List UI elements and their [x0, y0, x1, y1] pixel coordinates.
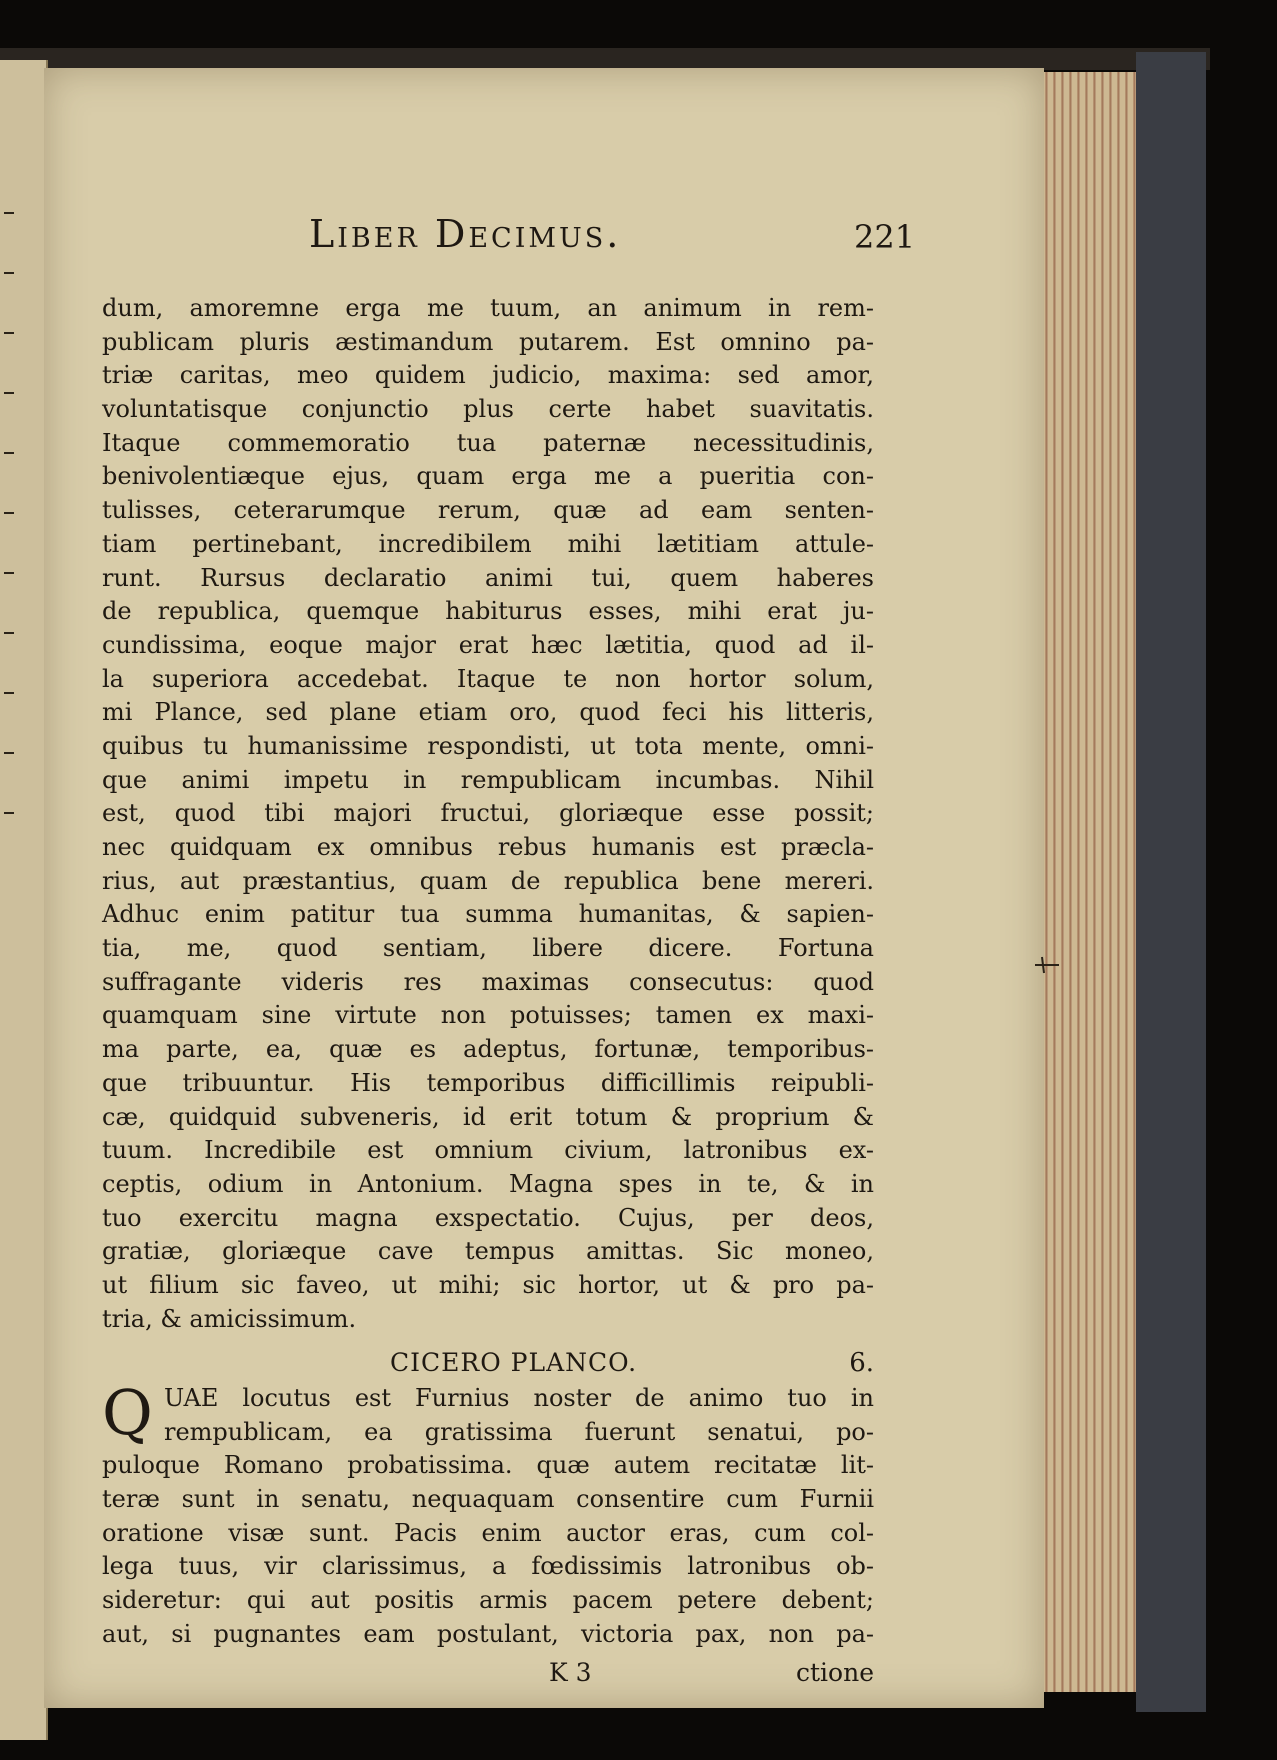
letter-heading-line [102, 1348, 874, 1382]
text-line: voluntatisque conjunctio plus certe habet suavitatis. [102, 395, 874, 424]
running-title: Liber Decimus. [309, 212, 622, 256]
text-line: runt. Rursus declaratio animi tui, quem haberes [102, 563, 874, 592]
text-line: quamquam sine virtute non potuisses; tamen ex maxi- [102, 1001, 874, 1030]
running-header [44, 212, 1044, 258]
signature-mark: K 3 [549, 1658, 592, 1687]
text-line: est, quod tibi majori fructui, gloriæque esse possit; [102, 799, 874, 828]
text-line: tia, me, quod sentiam, libere dicere. Fortuna [102, 934, 874, 963]
text-line: puloque Romano probatissima. quæ autem recitatæ lit- [102, 1451, 874, 1480]
page-edges [1040, 72, 1139, 1692]
binding-top [0, 48, 1210, 70]
text-line: ut filium sic faveo, ut mihi; sic hortor, ut & pro pa- [102, 1270, 874, 1299]
text-line: UAE locutus est Furnius noster de animo tuo in [164, 1384, 874, 1412]
text-line: triæ caritas, meo quidem judicio, maxima: sed amor, [102, 361, 874, 390]
text-line: ma parte, ea, quæ es adeptus, fortunæ, temporibus- [102, 1035, 874, 1064]
text-line: Itaque commemoratio tua paternæ necessitudinis, [102, 428, 874, 457]
text-line: tuum. Incredibile est omnium civium, latronibus ex- [102, 1136, 874, 1165]
text-line: de republica, quemque habiturus esses, mihi erat ju- [102, 597, 874, 626]
text-line: tulisses, ceterarumque rerum, quæ ad eam senten- [102, 496, 874, 525]
page-footer [102, 1658, 874, 1692]
letter-number: 6. [849, 1348, 874, 1378]
text-line: cæ, quidquid subveneris, id erit totum & proprium & [102, 1102, 874, 1131]
text-line: mi Plance, sed plane etiam oro, quod feci his litteris, [102, 698, 874, 727]
letter-two-text [102, 1376, 874, 1652]
text-line: quibus tu humanissime respondisti, ut tota mente, omni- [102, 731, 874, 760]
catchword: ctione [796, 1658, 874, 1687]
book-page [44, 68, 1044, 1708]
text-line: cundissima, eoque major erat hæc lætitia, quod ad il- [102, 630, 874, 659]
text-line: Adhuc enim patitur tua summa humanitas, & sapien- [102, 900, 874, 929]
letter-heading: CICERO PLANCO. [390, 1348, 638, 1377]
text-line: ceptis, odium in Antonium. Magna spes in te, & in [102, 1169, 874, 1198]
text-line: tiam pertinebant, incredibilem mihi lætitiam attule- [102, 529, 874, 558]
text-line: aut, si pugnantes eam postulant, victoria pax, non pa- [102, 1619, 874, 1648]
drop-cap: Q [102, 1376, 153, 1449]
text-line: sideretur: qui aut positis armis pacem petere debent; [102, 1586, 874, 1615]
text-line: rius, aut præstantius, quam de republica bene mereri. [102, 866, 874, 895]
text-line: tria, & amicissimum. [102, 1304, 357, 1333]
text-line: suffragante videris res maximas consecutus: quod [102, 967, 874, 996]
text-line: benivolentiæque ejus, quam erga me a pueritia con- [102, 462, 874, 491]
letter-one-text [102, 292, 874, 1336]
text-line: lega tuus, vir clarissimus, a fœdissimis latronibus ob- [102, 1552, 874, 1581]
text-line: que animi impetu in rempublicam incumbas. Nihil [102, 765, 874, 794]
text-line: nec quidquam ex omnibus rebus humanis est præcla- [102, 833, 874, 861]
text-line: publicam pluris æstimandum putarem. Est omnino pa- [102, 327, 874, 356]
pen-mark-icon [1034, 953, 1060, 977]
text-line: oratione visæ sunt. Pacis enim auctor eras, cum col- [102, 1518, 874, 1547]
text-line: dum, amoremne erga me tuum, an animum in rem- [102, 294, 874, 322]
page-number: 221 [854, 218, 916, 256]
text-line: gratiæ, gloriæque cave tempus amittas. Sic moneo, [102, 1237, 874, 1266]
text-line: teræ sunt in senatu, nequaquam consentire cum Furnii [102, 1485, 874, 1514]
previous-page-edge [0, 60, 48, 1740]
text-line: tuo exercitu magna exspectatio. Cujus, per deos, [102, 1203, 874, 1232]
text-line: que tribuuntur. His temporibus difficillimis reipubli- [102, 1068, 874, 1097]
book-cover [1136, 52, 1206, 1712]
text-line: la superiora accedebat. Itaque te non hortor solum, [102, 664, 874, 693]
text-line: rempublicam, ea gratissima fuerunt senatui, po- [164, 1417, 874, 1446]
